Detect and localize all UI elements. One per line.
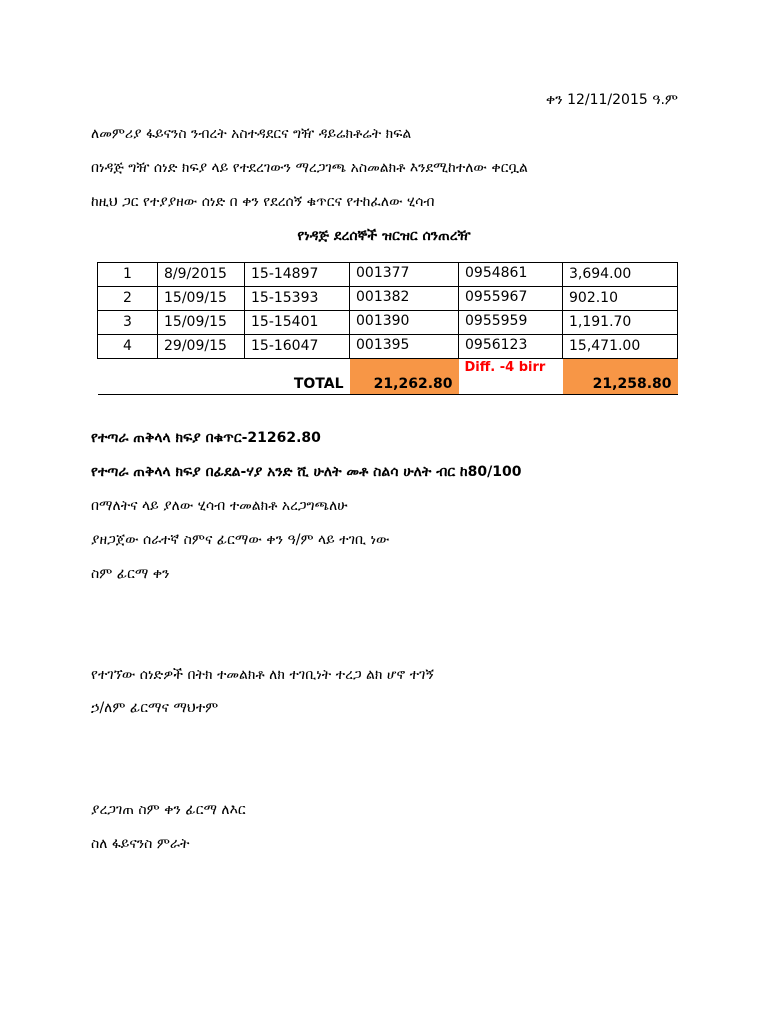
row-tin: 0955959 [459,311,563,335]
intro-line-1: ለመምሪያ ፋይናንስ ንብረት አስተዳደርና ግዥ ዳይሬክቶሬት ክፍል [91,126,412,142]
invoice-table [97,262,678,395]
row-tin: 0954861 [459,263,563,287]
table-row [98,287,678,311]
row-number: 3 [98,311,158,335]
table-row [98,263,678,287]
row-tin: 0956123 [459,335,563,359]
row-reference: 15-14897 [245,263,350,287]
document-date: ቀን 12/11/2015 ዓ.ም [545,92,678,108]
signature-line: ስም ፊርማ ቀን [91,566,170,582]
row-reference: 15-15401 [245,311,350,335]
row-number: 4 [98,335,158,359]
row-receipt-number: 001377 [350,263,459,287]
row-reference: 15-15393 [245,287,350,311]
difference-note: Diff. -4 birr [464,360,546,375]
row-receipt-number: 001395 [350,335,459,359]
table-row [98,311,678,335]
table-row [98,335,678,359]
row-amount: 902.10 [563,287,678,311]
row-amount: 3,694.00 [563,263,678,287]
approval-line-2: ኃ/ለም ፊርማና ማህተም [91,700,219,716]
row-date: 8/9/2015 [158,263,245,287]
prepared-by-line: ያዘጋጀው ሰራተኛ ስምና ፊርማው ቀን ዓ/ም ላይ ተገቢ ነው [91,532,390,548]
row-tin: 0955967 [459,287,563,311]
footer-line-1: ያረጋገጠ ስም ቀን ፊርማ ለእር [91,802,246,818]
row-receipt-number: 001390 [350,311,459,335]
row-receipt-number: 001382 [350,287,459,311]
approval-line-1: የተገኘው ሰነድዎች በትክ ተመልክቶ ለክ ተገቢነት ተረጋ ልክ ሆኖ ተገኝ [91,667,434,683]
total-row [98,359,678,395]
table-title: የነዳጅ ደረሰኞች ዝርዝር ሰንጠረዥ [297,228,471,244]
row-amount: 15,471.00 [563,335,678,359]
amount-in-figures: የተጣራ ጠቅላላ ክፍያ በቁጥር-21262.80 [91,430,321,446]
final-total-value: 21,258.80 [563,359,678,395]
row-date: 15/09/15 [158,311,245,335]
row-amount: 1,191.70 [563,311,678,335]
row-number: 2 [98,287,158,311]
total-value: 21,262.80 [350,359,459,395]
footer-line-2: ስለ ፋይናንስ ምራት [91,836,190,852]
verification-note: በማለትና ላይ ያለው ሂሳብ ተመልክቶ አረጋግጫለሁ [91,498,348,514]
total-label: TOTAL [293,376,344,392]
row-number: 1 [98,263,158,287]
intro-line-3: ከዚህ ጋር የተያያዘው ሰነድ በ ቀን የደረሰኝ ቁጥርና የተከፈለው ሂሳብ [91,194,435,210]
row-reference: 15-16047 [245,335,350,359]
row-date: 29/09/15 [158,335,245,359]
amount-in-words: የተጣራ ጠቅላላ ክፍያ በፊደል-ሃያ አንድ ሺ ሁለት መቶ ስልሳ ሁለት ብር ከ80/100 [91,464,522,480]
intro-line-2: በነዳጅ ግዥ ሰነድ ክፍያ ላይ የተደረገውን ማረጋገጫ አስመልክቶ እንደሚከተለው ቀርቧል [91,160,528,176]
row-date: 15/09/15 [158,287,245,311]
